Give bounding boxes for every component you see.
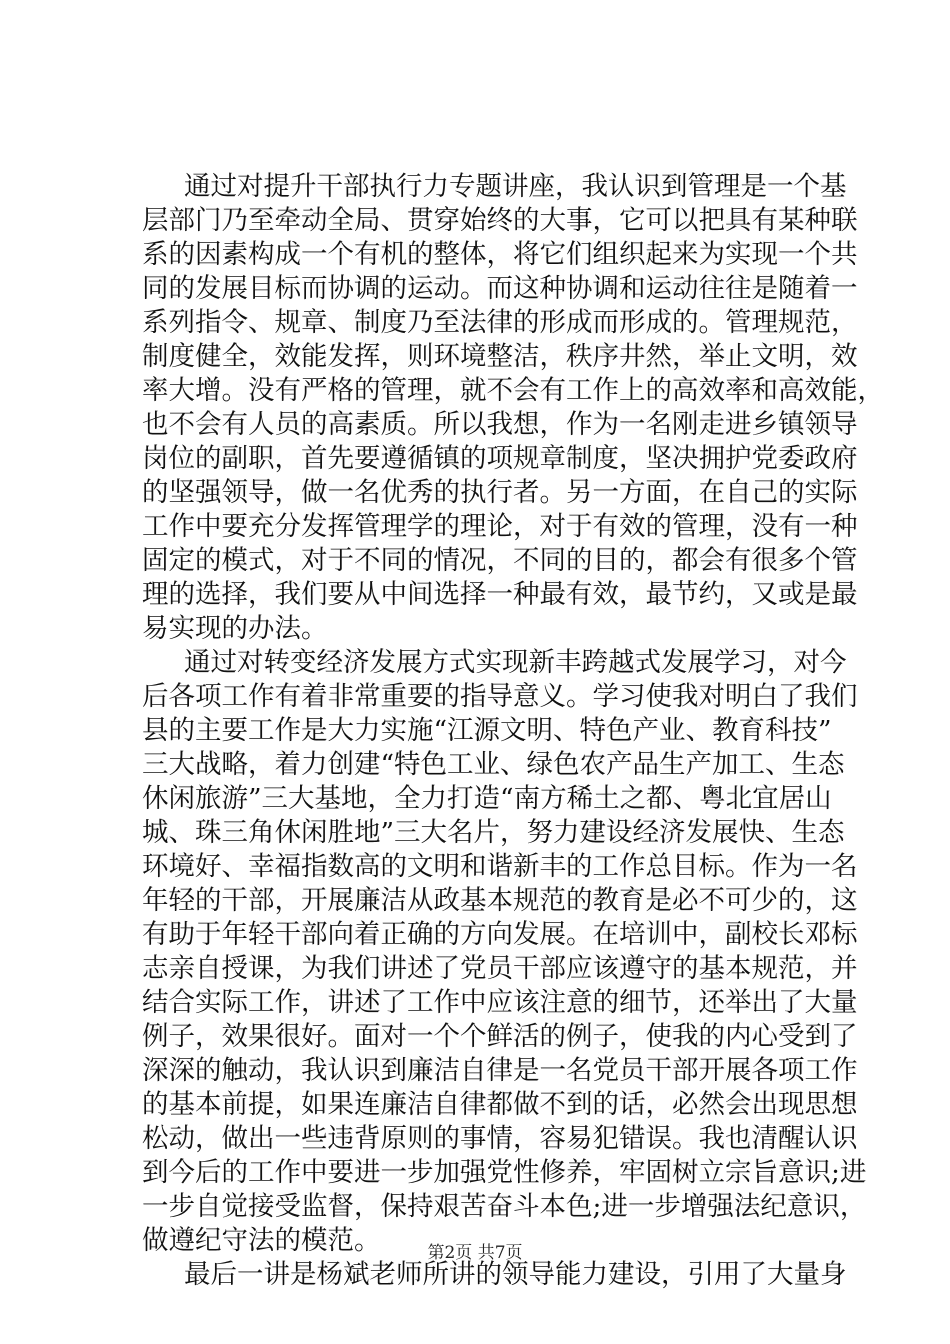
text-line: 层部门乃至牵动全局、贯穿始终的大事，它可以把具有某种联 [142,205,858,236]
text-line: 年轻的干部，开展廉洁从政基本规范的教育是必不可少的，这 [142,885,858,916]
text-line: 有助于年轻干部向着正确的方向发展。在培训中，副校长邓标 [142,919,858,950]
text-line: 三大战略，着力创建“特色工业、绿色农产品生产加工、生态 [142,749,845,780]
text-line: 系的因素构成一个有机的整体，将它们组织起来为实现一个共 [142,239,858,270]
text-line: 最后一讲是杨斌老师所讲的领导能力建设，引用了大量身 [184,1259,847,1290]
text-line: 城、珠三角休闲胜地”三大名片，努力建设经济发展快、生态 [142,817,845,848]
text-line: 松动，做出一些违背原则的事情，容易犯错误。我也清醒认识 [142,1123,858,1154]
text-line: 做遵纪守法的模范。 [142,1225,381,1256]
body-text [142,170,884,1292]
text-line: 岗位的副职，首先要遵循镇的项规章制度，坚决拥护党委政府 [142,443,858,474]
text-line: 制度健全，效能发挥，则环境整洁，秩序井然，举止文明，效 [142,341,858,372]
text-line: 例子，效果很好。面对一个个鲜活的例子，使我的内心受到了 [142,1021,858,1052]
text-line: 系列指令、规章、制度乃至法律的形成而形成的。管理规范， [142,307,858,338]
text-line: 深深的触动，我认识到廉洁自律是一名党员干部开展各项工作 [142,1055,858,1086]
text-line: 通过对转变经济发展方式实现新丰跨越式发展学习，对今 [184,647,847,678]
text-line: 易实现的办法。 [142,613,328,644]
text-line: 结合实际工作，讲述了工作中应该注意的细节，还举出了大量 [142,987,858,1018]
text-line: 后各项工作有着非常重要的指导意义。学习使我对明白了我们 [142,681,858,712]
text-line: 固定的模式，对于不同的情况，不同的目的，都会有很多个管 [142,545,858,576]
page-footer: 第2页 共7页 [427,1243,523,1263]
text-line: 到今后的工作中要进一步加强党性修养，牢固树立宗旨意识;进 [142,1157,867,1188]
text-line: 志亲自授课，为我们讲述了党员干部应该遵守的基本规范，并 [142,953,858,984]
text-line: 率大增。没有严格的管理，就不会有工作上的高效率和高效能， [142,375,884,406]
text-line: 理的选择，我们要从中间选择一种最有效，最节约，又或是最 [142,579,858,610]
text-line: 一步自觉接受监督，保持艰苦奋斗本色;进一步增强法纪意识， [142,1191,867,1222]
text-line: 通过对提升干部执行力专题讲座，我认识到管理是一个基 [184,171,847,202]
text-line: 也不会有人员的高素质。所以我想，作为一名刚走进乡镇领导 [142,409,858,440]
text-line: 县的主要工作是大力实施“江源文明、特色产业、教育科技” [142,715,832,746]
text-line: 休闲旅游”三大基地，全力打造“南方稀土之都、粤北宜居山 [142,783,832,814]
text-line: 同的发展目标而协调的运动。而这种协调和运动往往是随着一 [142,273,858,304]
text-line: 工作中要充分发挥管理学的理论，对于有效的管理，没有一种 [142,511,858,542]
text-line: 环境好、幸福指数高的文明和谐新丰的工作总目标。作为一名 [142,851,858,882]
text-line: 的坚强领导，做一名优秀的执行者。另一方面，在自己的实际 [142,477,858,508]
text-line: 的基本前提，如果连廉洁自律都做不到的话，必然会出现思想 [142,1089,858,1120]
